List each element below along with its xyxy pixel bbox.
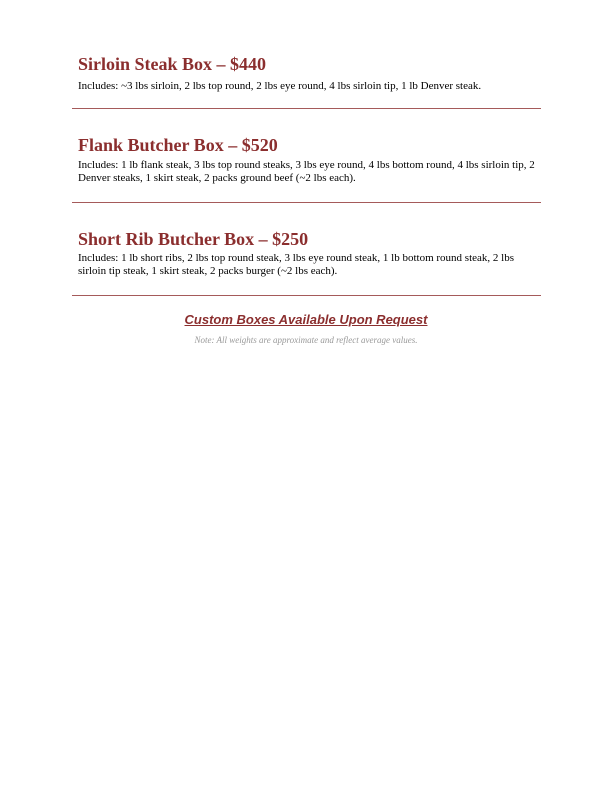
custom-boxes-link[interactable]: Custom Boxes Available Upon Request: [184, 312, 428, 327]
sirloin-steak-box-description: Includes: ~3 lbs sirloin, 2 lbs top round, 2 lbs eye round, 4 lbs sirloin tip, 1 lb Denver steak.: [78, 80, 482, 92]
divider: [72, 295, 541, 296]
sirloin-steak-box-title: Sirloin Steak Box – $440: [78, 54, 267, 74]
short-rib-butcher-box-description: Includes: 1 lb short ribs, 2 lbs top round steak, 3 lbs eye round steak, 1 lb bottom round steak, 2 lbs sirloin tip steak, 1 skirt steak, 2 packs burger (~2 lbs each).: [78, 252, 514, 277]
weights-note: Note: All weights are approximate and reflect average values.: [194, 335, 418, 345]
flank-butcher-box-description: Includes: 1 lb flank steak, 3 lbs top round steaks, 3 lbs eye round, 4 lbs bottom round, 4 lbs sirloin tip, 2 Denver steaks, 1 skirt steak, 2 packs ground beef (~2 lbs each).: [78, 159, 535, 184]
flank-butcher-box-title: Flank Butcher Box – $520: [78, 135, 278, 155]
divider: [72, 202, 541, 203]
short-rib-butcher-box-title: Short Rib Butcher Box – $250: [78, 229, 309, 249]
divider: [72, 108, 541, 109]
